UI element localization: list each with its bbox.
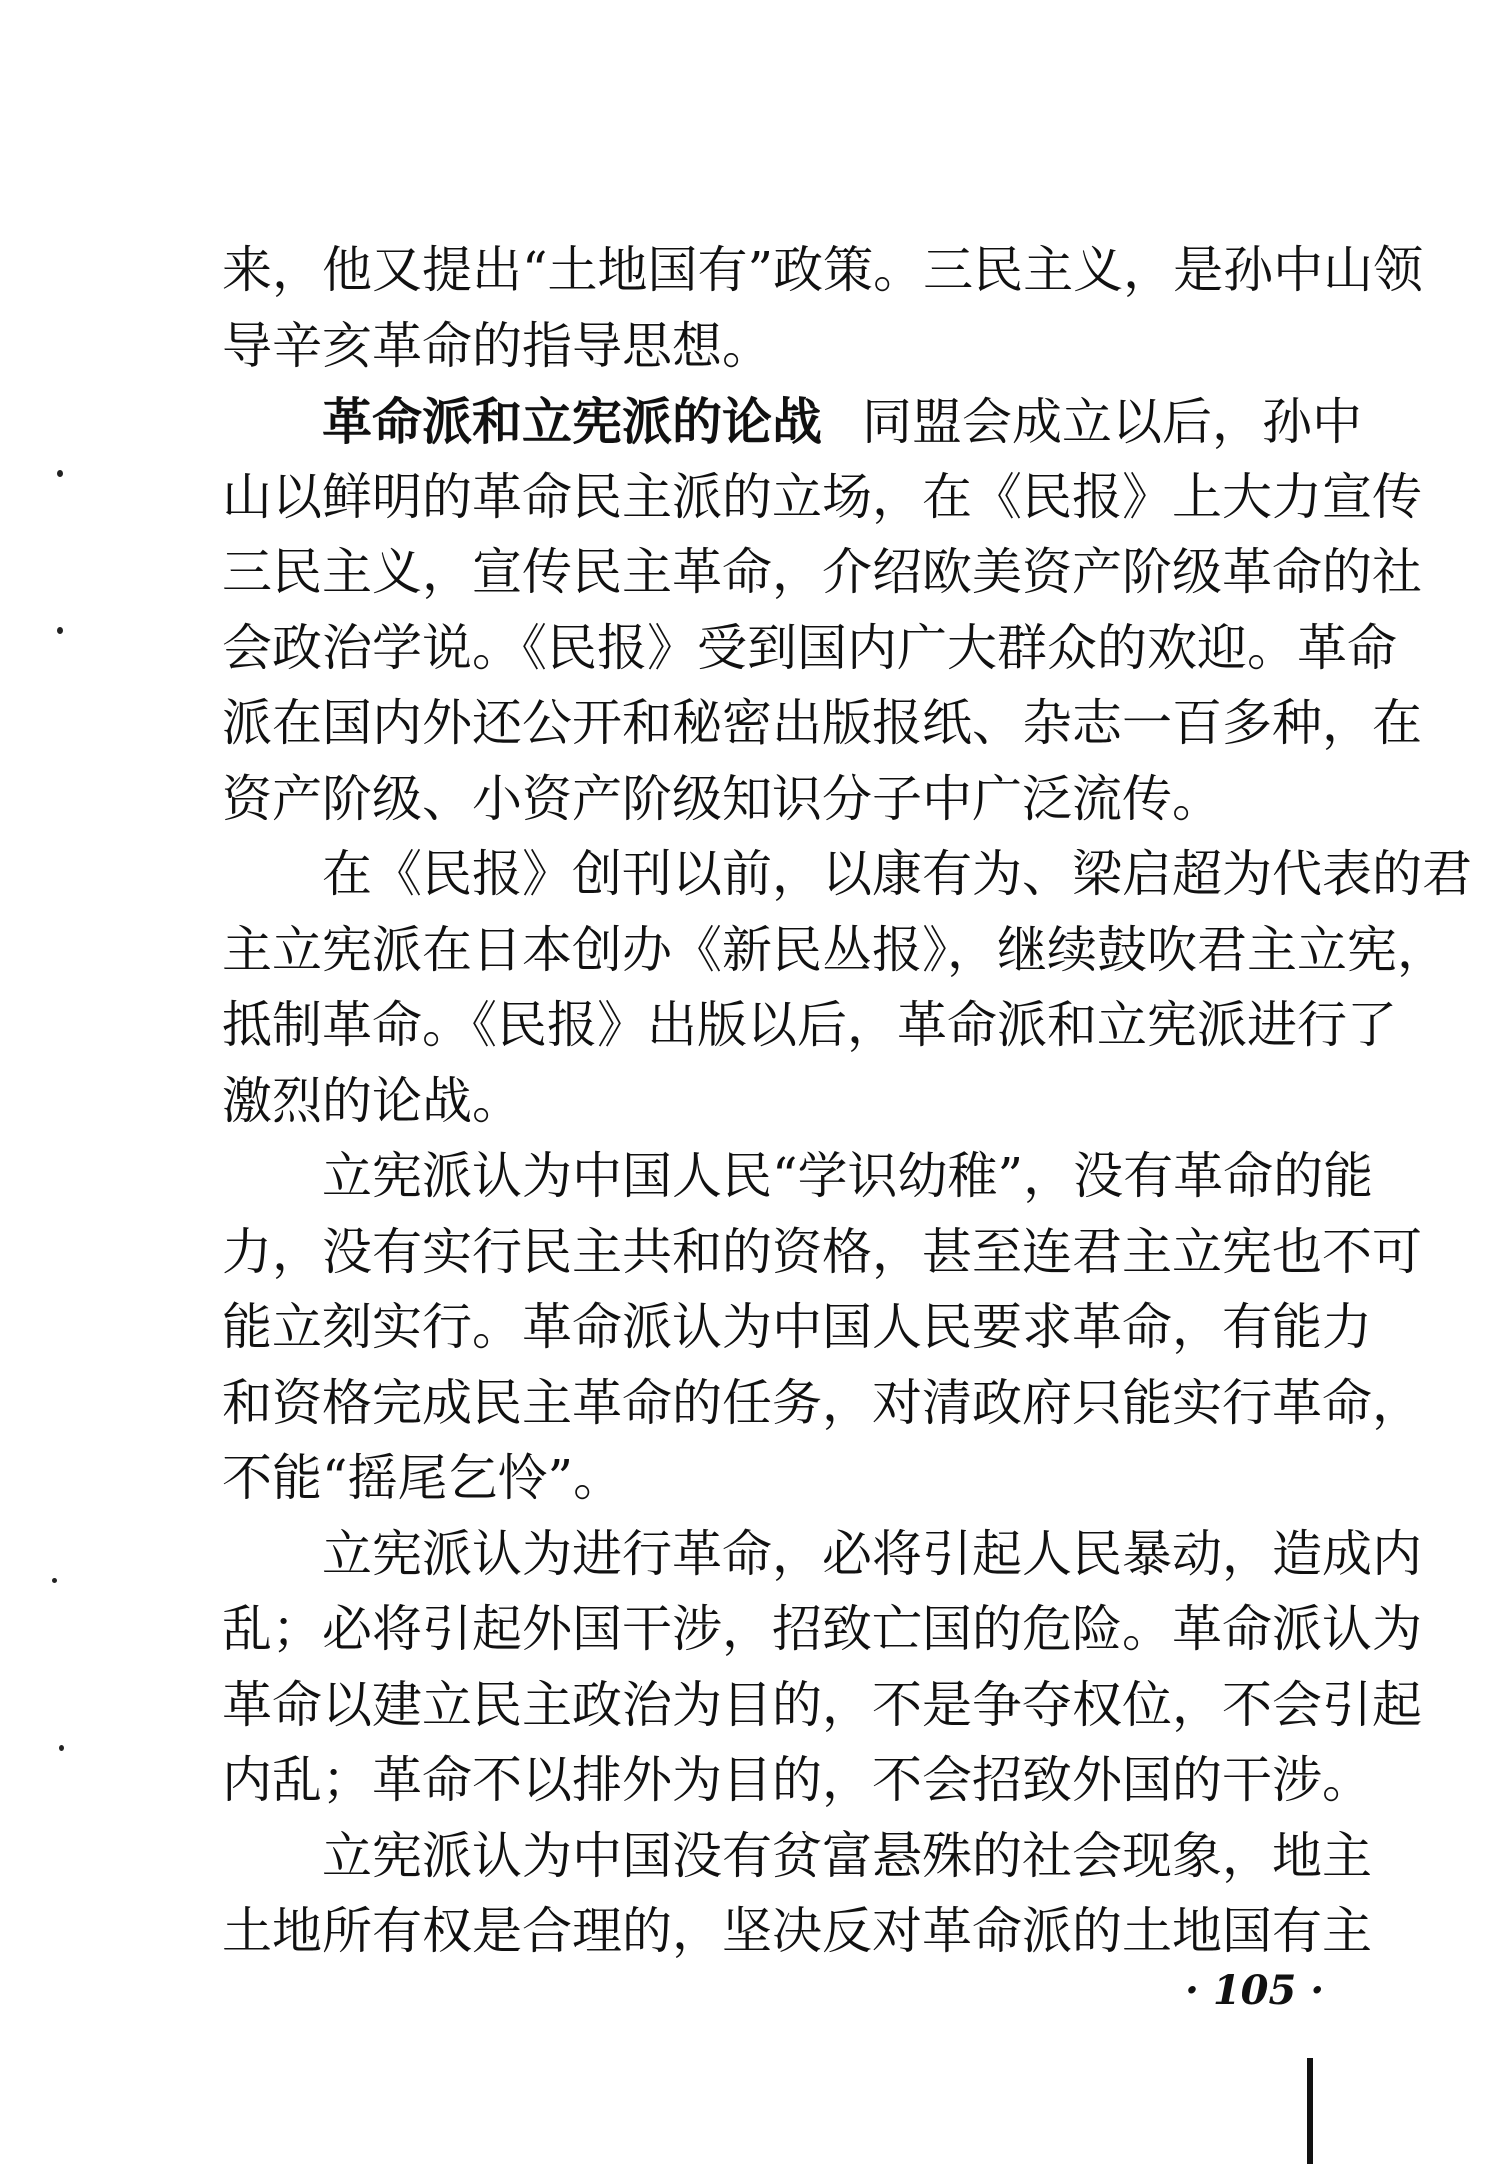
text-line: 乱；必将引起外国干涉，招致亡国的危险。革命派认为 [222, 1600, 1422, 1658]
text-line: 导辛亥革命的指导思想。 [222, 316, 772, 375]
paragraph-text: 同盟会成立以后，孙中 [862, 393, 1362, 451]
text-line: 主立宪派在日本创办《新民丛报》，继续鼓吹君主立宪， [222, 920, 1447, 979]
text-line: 和资格完成民主革命的任务，对清政府只能实行革命， [222, 1373, 1422, 1432]
text-line [222, 384, 1362, 460]
text-line: 不能“摇尾乞怜”。 [222, 1449, 624, 1507]
text-line: 革命以建立民主政治为目的，不是争夺权位，不会引起 [222, 1675, 1422, 1734]
body-text [222, 233, 1472, 1970]
text-line: 内乱；革命不以排外为目的，不会招致外国的干涉。 [222, 1751, 1372, 1809]
text-line: 来，他又提出“土地国有”政策。三民主义，是孙中山领 [222, 241, 1424, 299]
text-line: 山以鲜明的革命民主派的立场，在《民报》上大力宣传 [222, 467, 1422, 526]
text-line: 在《民报》创刊以前，以康有为、梁启超为代表的君 [322, 845, 1472, 903]
scan-speck-mark [59, 1745, 64, 1751]
text-line: 资产阶级、小资产阶级知识分子中广泛流传。 [222, 769, 1222, 828]
text-line: 立宪派认为中国人民“学识幼稚”，没有革命的能 [322, 1147, 1374, 1205]
page-number: · 105 · [1185, 1967, 1325, 2014]
text-line: 立宪派认为进行革命，必将引起人民暴动，造成内 [322, 1524, 1422, 1583]
text-line: 三民主义，宣传民主革命，介绍欧美资产阶级革命的社 [222, 543, 1422, 601]
text-line: 激烈的论战。 [222, 1071, 522, 1130]
text-line: 立宪派认为中国没有贫富悬殊的社会现象，地主 [322, 1826, 1372, 1885]
text-line: 力，没有实行民主共和的资格，甚至连君主立宪也不可 [222, 1222, 1422, 1281]
text-line: 能立刻实行。革命派认为中国人民要求革命，有能力 [222, 1298, 1372, 1356]
scan-speck-mark [52, 1578, 57, 1583]
text-line: 派在国内外还公开和秘密出版报纸、杂志一百多种，在 [222, 694, 1422, 752]
scan-speck-mark [57, 627, 63, 634]
section-heading: 革命派和立宪派的论战 [322, 392, 822, 451]
text-line: 抵制革命。《民报》出版以后，革命派和立宪派进行了 [222, 996, 1397, 1054]
scan-edge-bar [1307, 2058, 1313, 2164]
scan-speck-mark [57, 470, 63, 477]
text-line: 会政治学说。《民报》受到国内广大群众的欢迎。革命 [222, 618, 1397, 677]
text-line: 土地所有权是合理的，坚决反对革命派的土地国有主 [222, 1902, 1372, 1960]
